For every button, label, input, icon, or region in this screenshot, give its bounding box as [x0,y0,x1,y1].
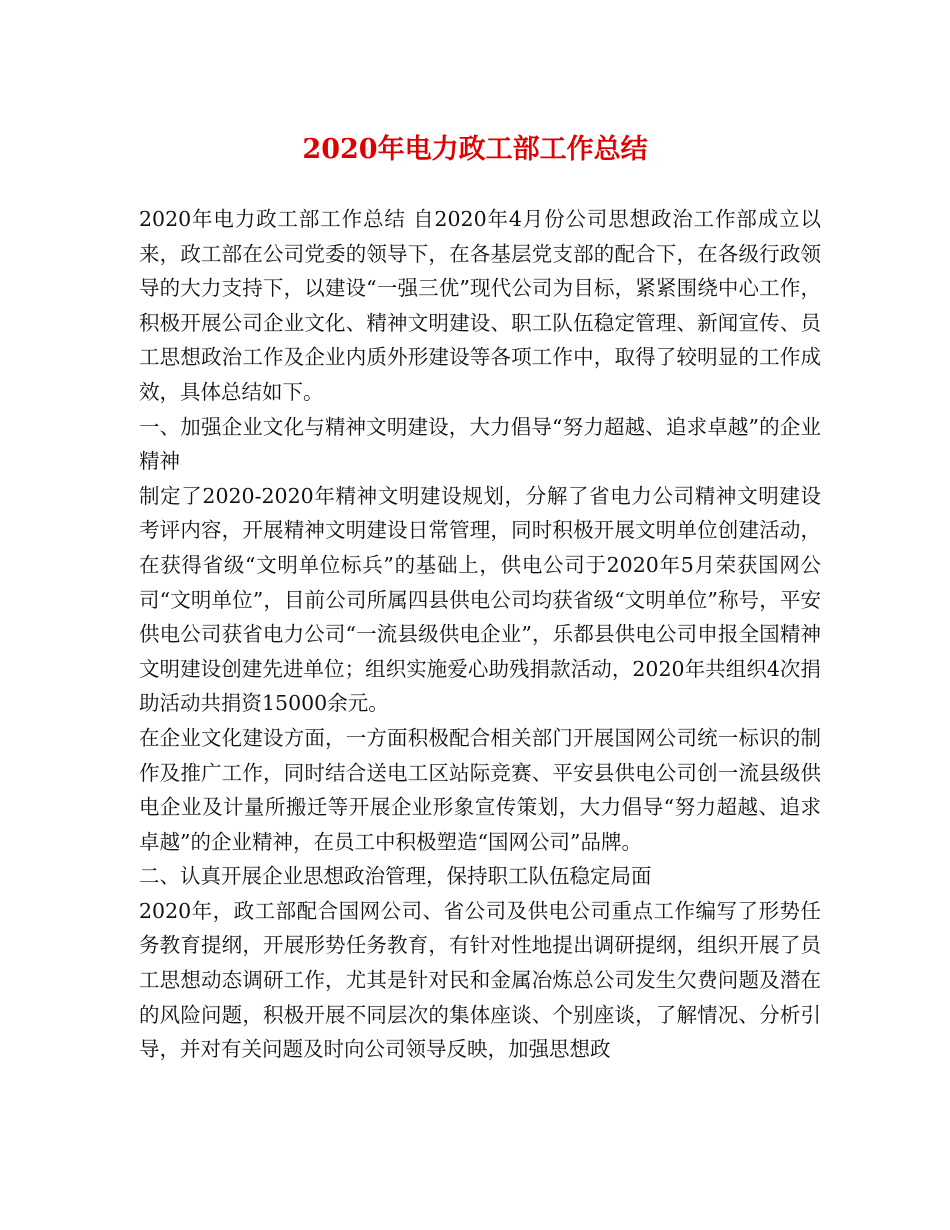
document-title: 2020年电力政工部工作总结 [302,134,648,165]
civilization-paragraph: 制定了2020-2020年精神文明建设规划，分解了省电力公司精神文明建设考评内容，开展精神文明建设日常管理，同时积极开展文明单位创建活动，在获得省级“文明单位标兵”的基础上，供电公司于2020年5月荣获国网公司“文明单位”，目前公司所属四县供电公司均获省级“文明单位”称号，平安供电公司获省电力公司“一流县级供电企业”，乐都县供电公司申报全国精神文明建设创建先进单位；组织实施爱心助残捐款活动，2020年共组织4次捐助活动共捐资15000余元。 [139,483,821,716]
section-two-heading: 二、认真开展企业思想政治管理，保持职工队伍稳定局面 [139,864,652,889]
section-one-heading: 一、加强企业文化与精神文明建设，大力倡导“努力超越、追求卓越”的企业精神 [139,414,821,474]
document-body [139,202,821,1067]
intro-paragraph: 2020年电力政工部工作总结 自2020年4月份公司思想政治工作部成立以来，政工部在公司党委的领导下，在各基层党支部的配合下，在各级行政领导的大力支持下，以建设“一强三优”现代公司为目标，紧紧围绕中心工作，积极开展公司企业文化、精神文明建设、职工队伍稳定管理、新闻宣传、员工思想政治工作及企业内质外形建设等各项工作中，取得了较明显的工作成效，具体总结如下。 [139,207,821,404]
culture-paragraph: 在企业文化建设方面，一方面积极配合相关部门开展国网公司统一标识的制作及推广工作，同时结合送电工区站际竞赛、平安县供电公司创一流县级供电企业及计量所搬迁等开展企业形象宣传策划，大力倡导“努力超越、追求卓越”的企业精神，在员工中积极塑造“国网公司”品牌。 [139,725,821,854]
ideology-paragraph: 2020年，政工部配合国网公司、省公司及供电公司重点工作编写了形势任务教育提纲，开展形势任务教育，有针对性地提出调研提纲，组织开展了员工思想动态调研工作，尤其是针对民和金属冶炼总公司发生欠费问题及潜在的风险问题，积极开展不同层次的集体座谈、个别座谈，了解情况、分析引导，并对有关问题及时向公司领导反映，加强思想政 [139,898,821,1062]
